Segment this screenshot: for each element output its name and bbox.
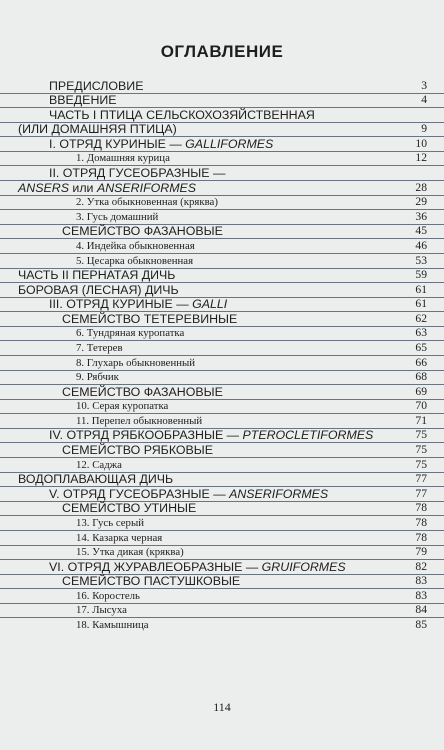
toc-entry-title [49,488,328,500]
toc-page-number: 46 [415,238,427,252]
latin-taxon-name: ANSERIFORMES [229,486,329,501]
toc-entry-title [76,604,127,616]
latin-taxon-name: ANSERS [18,180,69,195]
toc-entry-text: 4. Индейка обыкновенная [76,239,195,252]
toc-entry [0,107,444,122]
toc-entry-title [76,196,218,208]
toc-entry-text: III. ОТРЯД КУРИНЫЕ — [49,297,193,312]
toc-entry-text: СЕМЕЙСТВО УТИНЫЕ [62,501,197,516]
toc-entry [0,545,444,560]
toc-entry [0,442,444,457]
toc-entry-text: 10. Серая куропатка [76,400,169,413]
toc-page-number: 69 [415,384,427,398]
toc-page-number: 53 [415,253,427,267]
toc-entry-title [18,182,196,194]
toc-entry-text: ВВЕДЕНИЕ [49,93,117,108]
toc-page-number: 75 [415,443,427,457]
toc-entry [0,617,444,632]
toc-entry [0,413,444,428]
toc-page-number: 79 [415,545,427,559]
toc-entry [0,195,444,210]
toc-entry-text: 3. Гусь домашний [76,210,159,223]
toc-page-number: 28 [415,180,427,194]
toc-entry [0,399,444,414]
toc-entry-text: 7. Тетерев [76,341,123,354]
toc-entry-text: СЕМЕЙСТВО ПАСТУШКОВЫЕ [62,574,241,589]
latin-taxon-name: PTEROCLETIFORMES [242,428,374,443]
toc-page-number: 29 [415,195,427,209]
toc-entry [0,180,444,195]
toc-entry [0,78,444,93]
toc-entry-text: 2. Утка обыкновенная (кряква) [76,196,218,209]
toc-entry [0,384,444,399]
toc-entry-text: БОРОВАЯ (ЛЕСНАЯ) ДИЧЬ [18,282,179,297]
toc-page-number: 45 [415,224,427,238]
toc-entry-title [76,152,170,164]
toc-entry [0,136,444,151]
toc-entry-title [76,211,158,223]
toc-entry-title [49,138,273,150]
toc-entry-text: СЕМЕЙСТВО ФАЗАНОВЫЕ [62,384,223,399]
toc-entry [0,253,444,268]
toc-page-number: 75 [415,428,427,442]
toc-entry-title [76,590,140,602]
toc-entry [0,515,444,530]
latin-taxon-name: GALLIFORMES [185,136,274,151]
toc-entry-text: 18. Камышница [76,618,149,631]
latin-taxon-name: ANSERIFORMES [96,180,197,195]
toc-page-number: 78 [415,501,427,515]
toc-entry [0,93,444,108]
page-title: ОГЛАВЛЕНИЕ [160,42,284,61]
toc-entry-text: 9. Рябчик [76,371,119,384]
toc-entry [0,224,444,239]
toc-page-number: 65 [415,340,427,354]
toc-entry-title [49,80,143,92]
toc-entry-text: СЕМЕЙСТВО РЯБКОВЫЕ [62,443,214,458]
toc-entry-title [62,386,223,398]
toc-entry-title [76,546,184,558]
toc-entry-text: 6. Тундряная куропатка [76,327,185,340]
toc-entry [0,340,444,355]
toc-entry-text: 12. Саджа [76,458,122,471]
toc-page-number: 12 [415,151,427,165]
toc-entry-title [62,225,223,237]
toc-entry [0,428,444,443]
toc-entry-title [49,109,315,121]
toc-entry-text: V. ОТРЯД ГУСЕОБРАЗНЫЕ — [49,486,230,501]
toc-page-number: 75 [415,457,427,471]
toc-entry-text: 8. Глухарь обыкновенный [76,356,196,369]
toc-entry-text: или [68,180,97,195]
toc-entry-title [76,371,119,383]
toc-entry [0,311,444,326]
toc-entry [0,151,444,166]
toc-entry-title [76,400,168,412]
toc-page-number: 9 [421,122,427,136]
toc-page-number: 71 [415,413,427,427]
toc-entry [0,370,444,385]
toc-entry-text: ПРЕДИСЛОВИЕ [49,78,144,93]
toc-entry-text: 15. Утка дикая (кряква) [76,546,184,559]
toc-page-number: 68 [415,370,427,384]
toc-entry [0,603,444,618]
toc-entry-title [62,502,196,514]
toc-entry [0,297,444,312]
toc-entry-text: ЧАСТЬ I ПТИЦА СЕЛЬСКОХОЗЯЙСТВЕННАЯ [49,107,315,122]
toc-entry-title [76,532,162,544]
toc-page-number: 36 [415,209,427,223]
latin-taxon-name: GRUIFORMES [261,559,346,574]
toc-page-number: 85 [415,617,427,631]
toc-entry-text: 14. Казарка черная [76,531,163,544]
toc-page-number: 61 [415,297,427,311]
toc-entry [0,282,444,297]
toc-entry [0,355,444,370]
toc-entry-text: 1. Домашняя курица [76,152,170,165]
toc-page-number: 78 [415,530,427,544]
toc-entry-text: 13. Гусь серый [76,516,144,529]
toc-entry [0,588,444,603]
toc-page-number: 77 [415,486,427,500]
toc-entry [0,238,444,253]
toc-entry-title [76,415,202,427]
toc-page-number: 83 [415,588,427,602]
toc-entry-title [18,473,173,485]
toc-page-number: 84 [415,603,427,617]
toc-page-number: 10 [415,136,427,150]
toc-entry-text: СЕМЕЙСТВО ТЕТЕРЕВИНЫЕ [62,311,238,326]
toc-entry-text: СЕМЕЙСТВО ФАЗАНОВЫЕ [62,224,223,239]
toc-page-number: 66 [415,355,427,369]
toc-page-number: 61 [415,282,427,296]
toc-entry-title [62,575,240,587]
toc-entry-text: 16. Коростель [76,589,140,602]
toc-entry-title [76,517,144,529]
toc-page-number: 4 [421,93,427,107]
toc-entry-text: I. ОТРЯД КУРИНЫЕ — [49,136,186,151]
toc-entry-title [49,429,373,441]
toc-entry-title [49,167,225,179]
toc-entry-title [18,269,175,281]
toc-entry [0,165,444,180]
latin-taxon-name: GALLI [192,297,228,312]
toc-entry [0,559,444,574]
toc-entry-title [62,444,213,456]
toc-entry-title [76,459,122,471]
toc-entry-title [76,619,149,631]
toc-entry [0,268,444,283]
toc-entry-text: IV. ОТРЯД РЯБКООБРАЗНЫЕ — [49,428,243,443]
toc-entry-title [76,255,193,267]
toc-entry-title [49,298,227,310]
toc-page-number: 70 [415,399,427,413]
toc-page-number: 62 [415,311,427,325]
toc-page-number: 78 [415,515,427,529]
toc-page-number: 83 [415,574,427,588]
toc-entry-text: 5. Цесарка обыкновенная [76,254,194,267]
toc-entry [0,122,444,137]
toc-entry-title [76,327,184,339]
toc-entry-text: ВОДОПЛАВАЮЩАЯ ДИЧЬ [18,472,174,487]
toc-entry [0,530,444,545]
toc-page-number: 77 [415,472,427,486]
toc-entry-text: (ИЛИ ДОМАШНЯЯ ПТИЦА) [18,122,177,137]
toc-entry-title [49,94,117,106]
table-of-contents [0,78,444,632]
toc-entry [0,501,444,516]
toc-entry [0,209,444,224]
toc-page-number: 59 [415,268,427,282]
toc-entry [0,574,444,589]
toc-entry-title [62,313,237,325]
toc-entry-title [76,342,123,354]
toc-entry [0,472,444,487]
toc-entry-text: VI. ОТРЯД ЖУРАВЛЕОБРАЗНЫЕ — [49,559,262,574]
toc-entry-title [76,357,195,369]
toc-entry-title [18,284,179,296]
toc-entry-title [76,240,195,252]
toc-entry [0,486,444,501]
toc-entry [0,457,444,472]
toc-entry-title [18,123,177,135]
page-number: 114 [213,700,231,714]
toc-entry-text: II. ОТРЯД ГУСЕОБРАЗНЫЕ — [49,166,226,181]
toc-entry-title [49,561,346,573]
toc-page-number: 82 [415,559,427,573]
toc-page-number: 63 [415,326,427,340]
toc-entry-text: 11. Перепел обыкновенный [76,414,203,427]
toc-page-number: 3 [421,78,427,92]
toc-entry-text: ЧАСТЬ II ПЕРНАТАЯ ДИЧЬ [18,268,176,283]
toc-entry [0,326,444,341]
toc-entry-text: 17. Лысуха [76,604,127,617]
